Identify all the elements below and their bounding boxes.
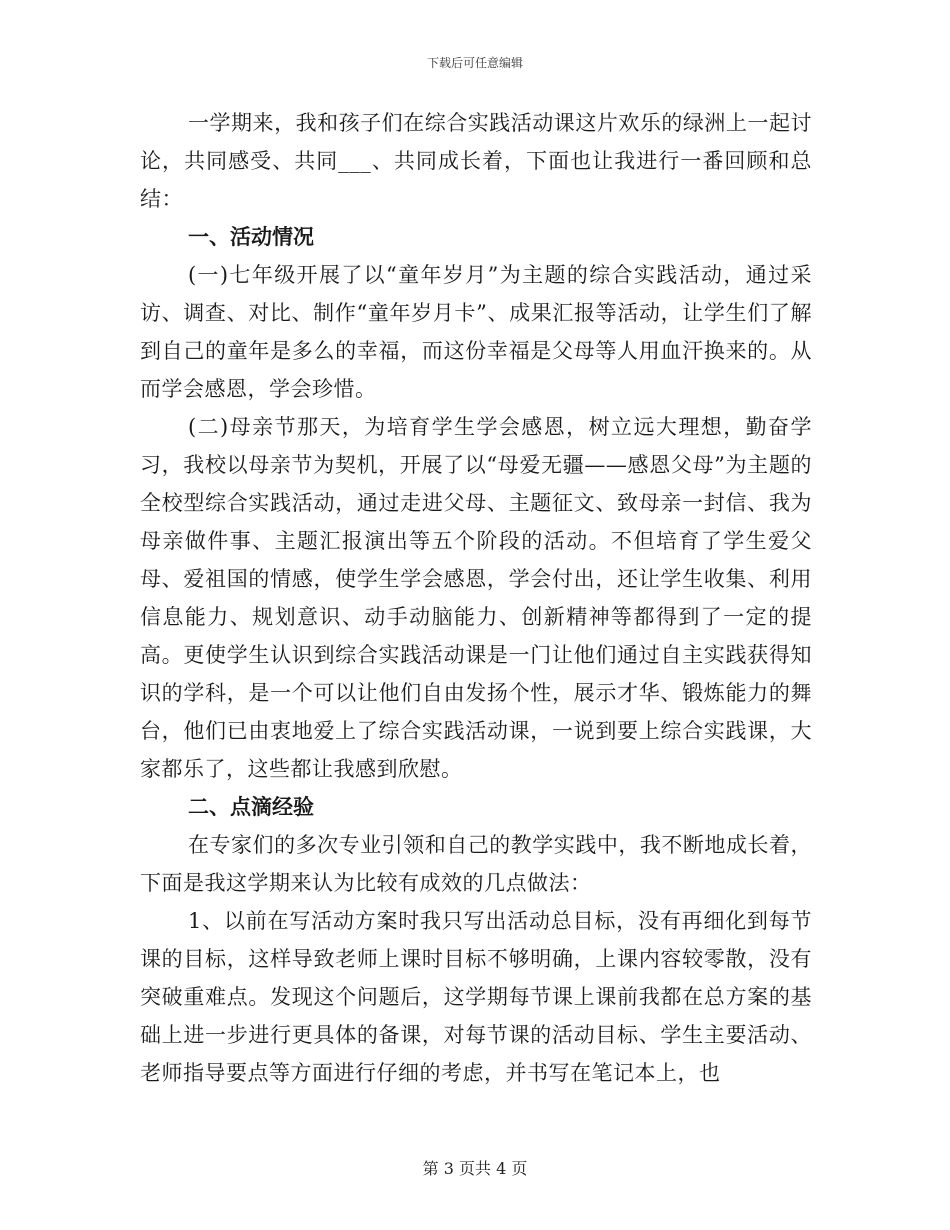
activity-paragraph-2: (二)母亲节那天，为培育学生学会感恩，树立远大理想，勤奋学习，我校以母亲节为契机，开展了以“母爱无疆——感恩父母”为主题的全校型综合实践活动，通过走进父母、主题征文、致母亲一封信、我为母亲做件事、主题汇报演出等五个阶段的活动。不但培育了学生爱父母、爱祖国的情感，使学生学会感恩，学会付出，还让学生收集、利用信息能力、规划意识、动手动脑能力、创新精神等都得到了一定的提高。更使学生认识到综合实践活动课是一门让他们通过自主实践获得知识的学科，是一个可以让他们自由发扬个性，展示才华、锻炼能力的舞台，他们已由衷地爱上了综合实践活动课，一说到要上综合实践课，大家都乐了，这些都让我感到欣慰。 (140, 415, 812, 781)
experience-paragraph-1: 在专家们的多次专业引领和自己的教学实践中，我不断地成长着，下面是我这学期来认为比较有成效的几点做法： (140, 833, 812, 895)
section-heading-experience: 二、点滴经验 (188, 795, 314, 819)
page-header: 下载后可任意编辑 (426, 56, 523, 70)
activity-paragraph-1: (一)七年级开展了以“童年岁月”为主题的综合实践活动，通过采访、调查、对比、制作“童年岁月卡”、成果汇报等活动，让学生们了解到自己的童年是多么的幸福，而这份幸福是父母等人用血汗换来的。从而学会感恩，学会珍惜。 (140, 263, 812, 401)
intro-paragraph: 一学期来，我和孩子们在综合实践活动课这片欢乐的绿洲上一起讨论，共同感受、共同___、共同成长着，下面也让我进行一番回顾和总结： (140, 111, 812, 211)
experience-paragraph-2: 1、以前在写活动方案时我只写出活动总目标，没有再细化到每节课的目标，这样导致老师上课时目标不够明确，上课内容较零散，没有突破重难点。发现这个问题后，这学期每节课上课前我都在总方案的基础上进一步进行更具体的备课，对每节课的活动目标、学生主要活动、老师指导要点等方面进行仔细的考虑，并书写在笔记本上，也 (140, 909, 812, 1085)
document-body (140, 104, 812, 1092)
page-number-footer: 第 3 页共 4 页 (422, 1159, 528, 1178)
section-heading-activities: 一、活动情况 (188, 225, 314, 249)
